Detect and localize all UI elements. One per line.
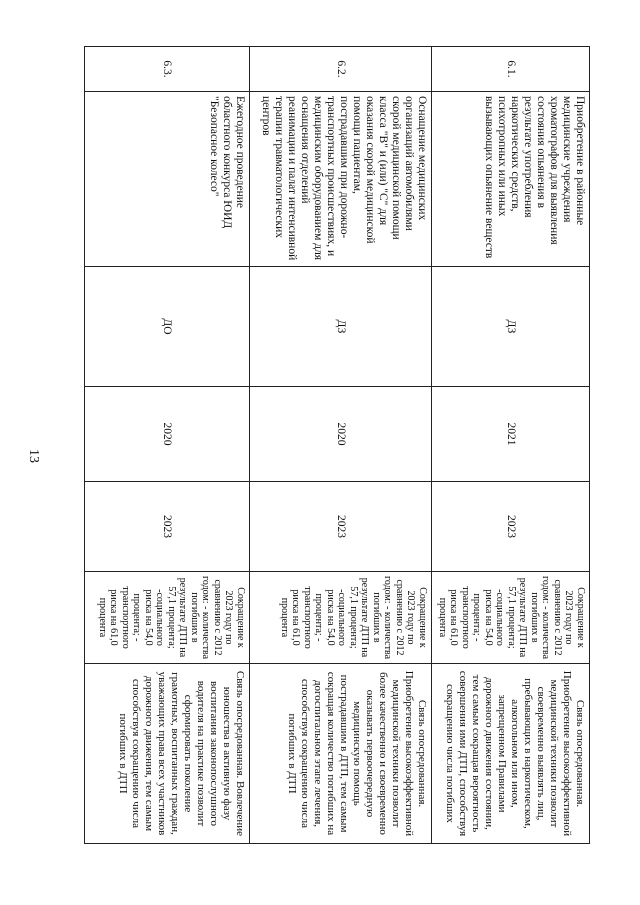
end-year: 2023 [432, 482, 590, 572]
rotated-table [85, 46, 590, 843]
executor: ДЗ [432, 267, 590, 387]
row-number: 6.2. [250, 47, 432, 92]
expected-effect: Сокращение к 2023 году по сравнению с 2012 годом: - количества погибших в результате ДТП на 57,1 процента; -социального риска на 54,0 процента; - транспортного риска на 61,0 процента [250, 572, 432, 664]
start-year: 2020 [250, 387, 432, 482]
end-year: 2023 [85, 482, 250, 572]
expected-effect: Сокращение к 2023 году по сравнению с 2012 годом: - количества погибших в результате ДТП на 57,1 процента; -социального риска на 54,0 процента; - транспортного риска на 61,0 процента [85, 572, 250, 664]
measure-name: Ежегодное проведение областного конкурса ЮИД "Безопасное колесо" [85, 92, 250, 267]
relation-text: Связь опосредованная. Приобретение высокоэффективной медицинской техники позволит более качественно и своевременно оказывать первоочередную медицинскую помощь пострадавшим в ДТП, тем самым сокращая количество погибших на догоспитальном этапе лечения, способствуя сокращению числа погибших в ДТП [250, 664, 432, 844]
table-row [85, 47, 250, 844]
relation-text: Связь опосредованная. Вовлечение юношества в активную фазу воспитания законопослушного водителя на практике позволит сформировать поколение грамотных, воспитанных граждан, уважающих права всех участников дорожного движения, тем самым способствуя сокращению числа погибших в ДТП [85, 664, 250, 844]
row-number: 6.3. [85, 47, 250, 92]
measures-table [84, 46, 590, 844]
table-row [250, 47, 432, 844]
start-year: 2021 [432, 387, 590, 482]
page-number: 13 [26, 449, 41, 463]
table-container [85, 46, 590, 843]
start-year: 2020 [85, 387, 250, 482]
measure-name: Приобретение в районные медицинские учреждения хроматографов для выявления состояния опьянения в результате употребления наркотических средств, психотропных или иных вызывающих опьянение веществ [432, 92, 590, 267]
row-number: 6.1. [432, 47, 590, 92]
executor: ДО [85, 267, 250, 387]
expected-effect: Сокращение к 2023 году по сравнению с 2012 годом: - количества погибших в результате ДТП на 57,1 процента; -социального риска на 54,0 процента; - транспортного риска на 61,0 процента [432, 572, 590, 664]
executor: ДЗ [250, 267, 432, 387]
end-year: 2023 [250, 482, 432, 572]
measure-name: Оснащение медицинских организаций автомобилями скорой медицинской помощи класса "В" и (или) "С" для оказания скорой медицинской помощи пациентам, пострадавшим при дорожно-транспортных происшествиях, и медицинским оборудованием для оснащения отделений реанимации и палат интенсивной терапии травматологических центров [250, 92, 432, 267]
table-row [432, 47, 590, 844]
relation-text: Связь опосредованная. Приобретение высокоэффективной медицинской техники позволит своевременно выявлять лиц, пребывающих в наркотическом, алкогольном или ином, запрещенном Правилами дорожного движения состоянии, тем самым сокращая вероятность совершения ими ДТП, способствуя сокращению числа погибших [432, 664, 590, 844]
